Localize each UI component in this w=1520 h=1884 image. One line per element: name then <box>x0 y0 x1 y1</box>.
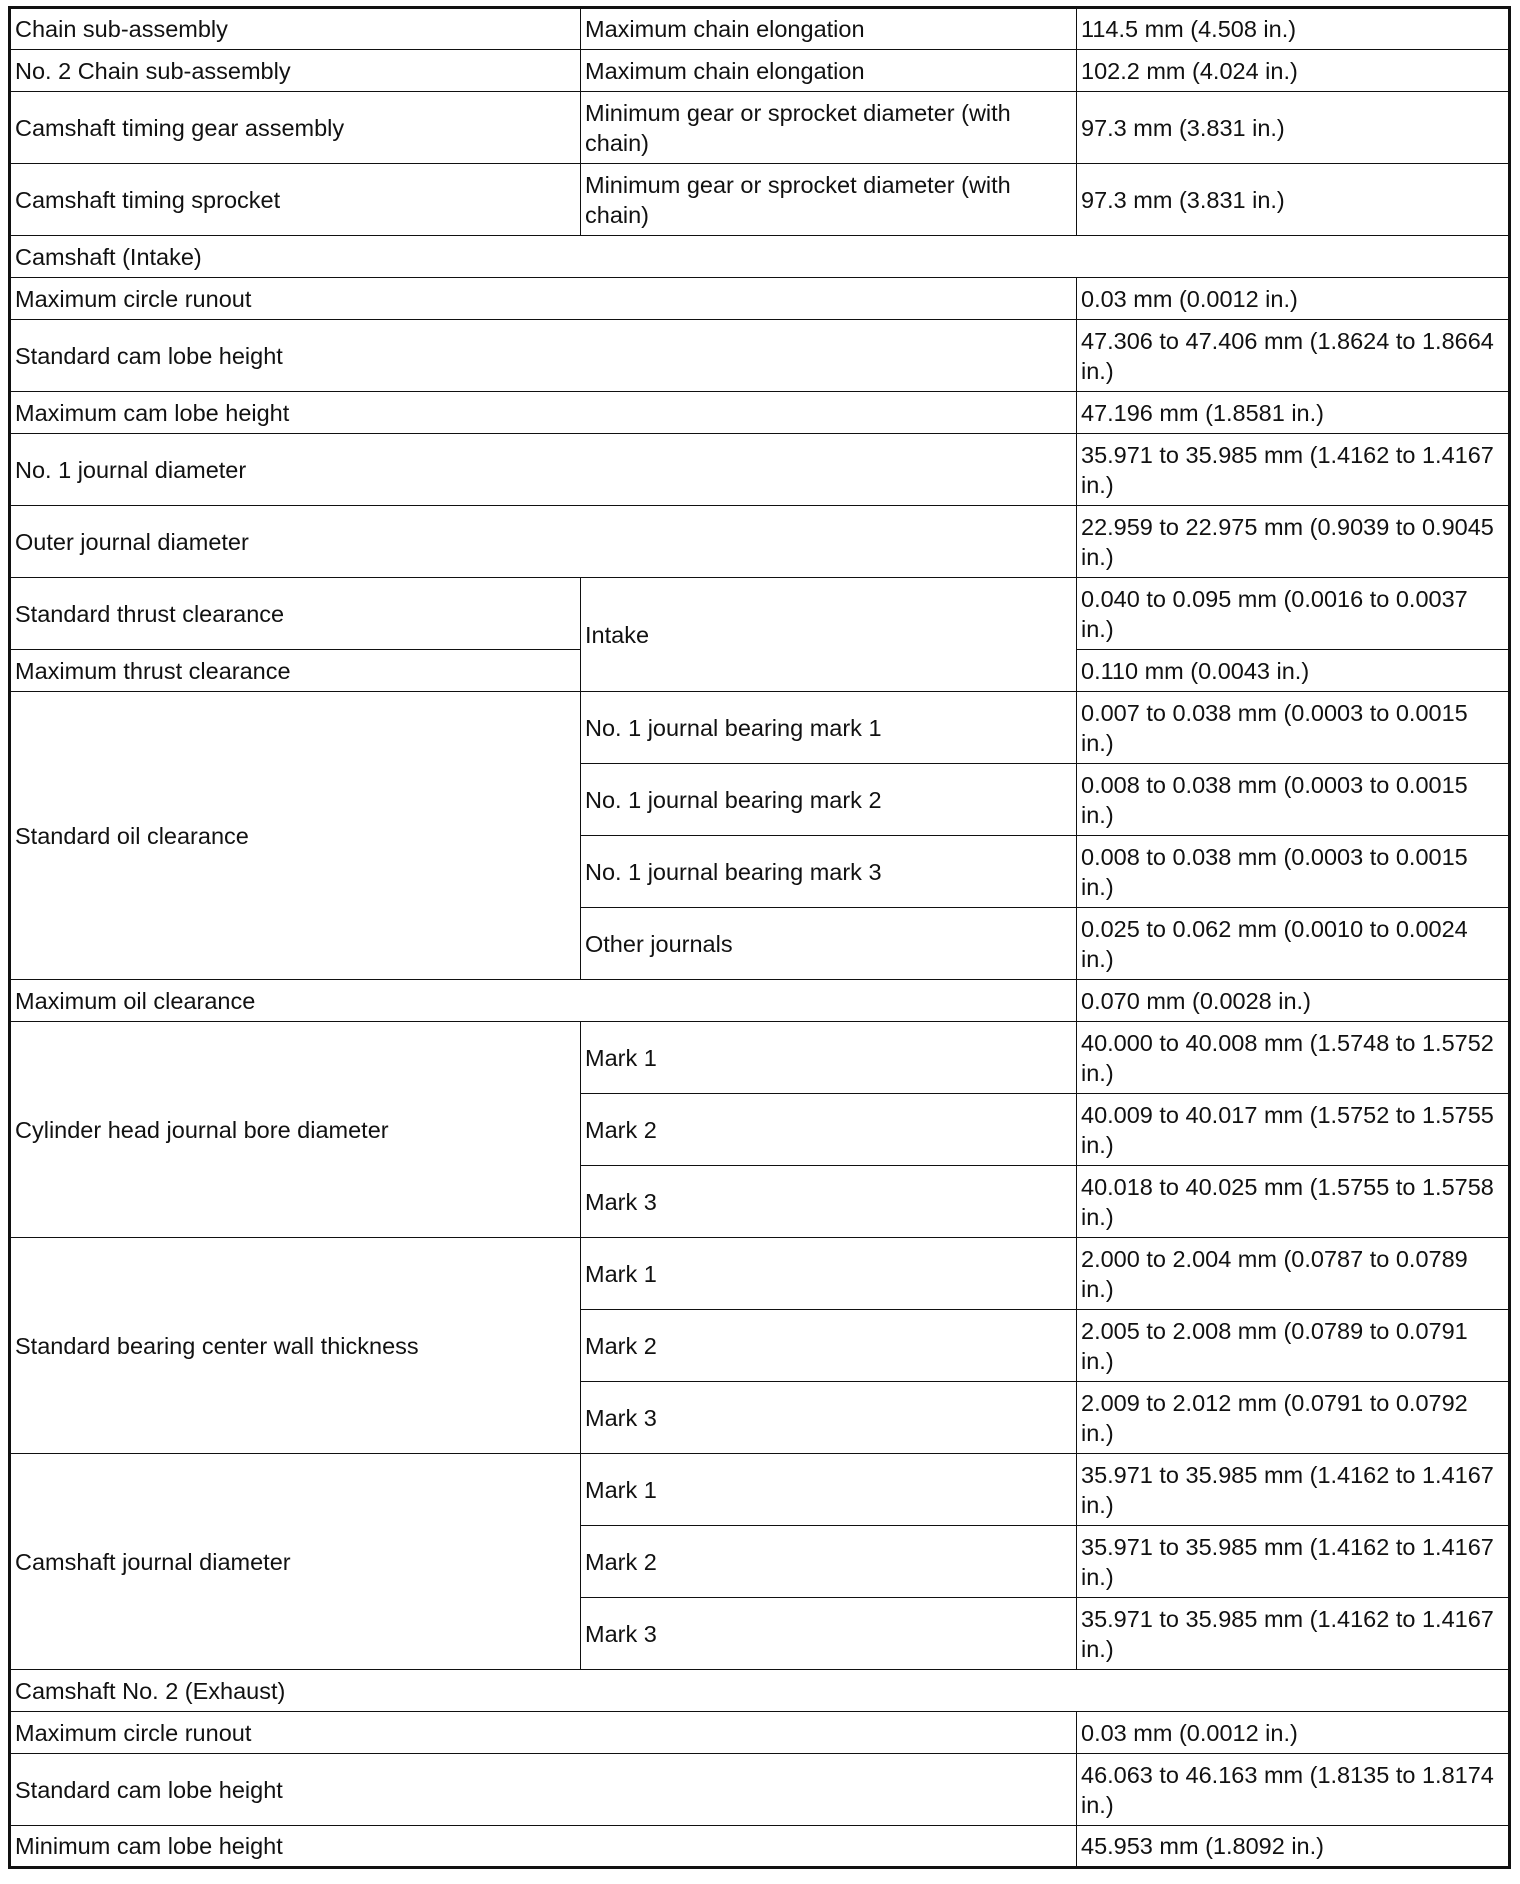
table-row <box>10 434 1510 506</box>
component-cell: Maximum thrust clearance <box>10 650 581 692</box>
value-cell: 0.03 mm (0.0012 in.) <box>1077 1712 1510 1754</box>
value-cell: 2.005 to 2.008 mm (0.0789 to 0.0791 in.) <box>1077 1310 1510 1382</box>
value-cell: 35.971 to 35.985 mm (1.4162 to 1.4167 in.) <box>1077 1454 1510 1526</box>
value-cell: 0.110 mm (0.0043 in.) <box>1077 650 1510 692</box>
section-title: Camshaft No. 2 (Exhaust) <box>10 1670 1510 1712</box>
value-cell: 0.008 to 0.038 mm (0.0003 to 0.0015 in.) <box>1077 764 1510 836</box>
item-cell: Standard cam lobe height <box>10 320 1077 392</box>
value-cell: 40.018 to 40.025 mm (1.5755 to 1.5758 in.) <box>1077 1166 1510 1238</box>
item-cell: Mark 1 <box>581 1022 1077 1094</box>
item-cell: Mark 3 <box>581 1598 1077 1670</box>
value-cell: 2.009 to 2.012 mm (0.0791 to 0.0792 in.) <box>1077 1382 1510 1454</box>
table-row <box>10 164 1510 236</box>
section-title: Camshaft (Intake) <box>10 236 1510 278</box>
value-cell: 2.000 to 2.004 mm (0.0787 to 0.0789 in.) <box>1077 1238 1510 1310</box>
item-cell: Maximum chain elongation <box>581 8 1077 50</box>
value-cell: 114.5 mm (4.508 in.) <box>1077 8 1510 50</box>
item-cell: Mark 2 <box>581 1526 1077 1598</box>
item-cell: Mark 2 <box>581 1310 1077 1382</box>
table-row <box>10 1022 1510 1094</box>
component-cell: Cylinder head journal bore diameter <box>10 1022 581 1238</box>
value-cell: 46.063 to 46.163 mm (1.8135 to 1.8174 in.) <box>1077 1754 1510 1826</box>
table-row <box>10 92 1510 164</box>
value-cell: 47.196 mm (1.8581 in.) <box>1077 392 1510 434</box>
section-header-row <box>10 236 1510 278</box>
value-cell: 0.008 to 0.038 mm (0.0003 to 0.0015 in.) <box>1077 836 1510 908</box>
item-cell: No. 1 journal bearing mark 1 <box>581 692 1077 764</box>
value-cell: 45.953 mm (1.8092 in.) <box>1077 1826 1510 1868</box>
value-cell: 40.000 to 40.008 mm (1.5748 to 1.5752 in.) <box>1077 1022 1510 1094</box>
table-row <box>10 1454 1510 1526</box>
item-cell: Standard cam lobe height <box>10 1754 1077 1826</box>
component-cell: Camshaft timing gear assembly <box>10 92 581 164</box>
item-cell: No. 1 journal bearing mark 3 <box>581 836 1077 908</box>
table-row <box>10 1238 1510 1310</box>
item-cell: Maximum chain elongation <box>581 50 1077 92</box>
value-cell: 35.971 to 35.985 mm (1.4162 to 1.4167 in.) <box>1077 1526 1510 1598</box>
table-row <box>10 506 1510 578</box>
item-cell: Intake <box>581 578 1077 692</box>
value-cell: 35.971 to 35.985 mm (1.4162 to 1.4167 in.) <box>1077 1598 1510 1670</box>
item-cell: Mark 1 <box>581 1454 1077 1526</box>
component-cell: Chain sub-assembly <box>10 8 581 50</box>
item-cell: No. 1 journal bearing mark 2 <box>581 764 1077 836</box>
table-row <box>10 1826 1510 1868</box>
value-cell: 22.959 to 22.975 mm (0.9039 to 0.9045 in.) <box>1077 506 1510 578</box>
item-cell: Maximum circle runout <box>10 1712 1077 1754</box>
specification-table <box>8 6 1511 1869</box>
table-row <box>10 8 1510 50</box>
value-cell: 0.025 to 0.062 mm (0.0010 to 0.0024 in.) <box>1077 908 1510 980</box>
table-row <box>10 50 1510 92</box>
component-cell: Camshaft timing sprocket <box>10 164 581 236</box>
item-cell: Maximum cam lobe height <box>10 392 1077 434</box>
item-cell: Maximum oil clearance <box>10 980 1077 1022</box>
item-cell: No. 1 journal diameter <box>10 434 1077 506</box>
table-row <box>10 392 1510 434</box>
item-cell: Mark 2 <box>581 1094 1077 1166</box>
value-cell: 97.3 mm (3.831 in.) <box>1077 92 1510 164</box>
item-cell: Mark 3 <box>581 1166 1077 1238</box>
component-cell: Standard bearing center wall thickness <box>10 1238 581 1454</box>
table-row <box>10 1712 1510 1754</box>
item-cell: Outer journal diameter <box>10 506 1077 578</box>
table-row <box>10 980 1510 1022</box>
item-cell: Maximum circle runout <box>10 278 1077 320</box>
item-cell: Minimum gear or sprocket diameter (with chain) <box>581 164 1077 236</box>
value-cell: 97.3 mm (3.831 in.) <box>1077 164 1510 236</box>
item-cell: Minimum cam lobe height <box>10 1826 1077 1868</box>
item-cell: Minimum gear or sprocket diameter (with chain) <box>581 92 1077 164</box>
item-cell: Mark 1 <box>581 1238 1077 1310</box>
value-cell: 0.007 to 0.038 mm (0.0003 to 0.0015 in.) <box>1077 692 1510 764</box>
section-header-row <box>10 1670 1510 1712</box>
item-cell: Other journals <box>581 908 1077 980</box>
item-cell: Mark 3 <box>581 1382 1077 1454</box>
table-row <box>10 578 1510 650</box>
table-row <box>10 692 1510 764</box>
value-cell: 102.2 mm (4.024 in.) <box>1077 50 1510 92</box>
table-row <box>10 320 1510 392</box>
value-cell: 0.040 to 0.095 mm (0.0016 to 0.0037 in.) <box>1077 578 1510 650</box>
table-row <box>10 278 1510 320</box>
component-cell: Standard thrust clearance <box>10 578 581 650</box>
component-cell: Camshaft journal diameter <box>10 1454 581 1670</box>
value-cell: 0.070 mm (0.0028 in.) <box>1077 980 1510 1022</box>
value-cell: 40.009 to 40.017 mm (1.5752 to 1.5755 in.) <box>1077 1094 1510 1166</box>
value-cell: 35.971 to 35.985 mm (1.4162 to 1.4167 in.) <box>1077 434 1510 506</box>
table-row <box>10 1754 1510 1826</box>
component-cell: No. 2 Chain sub-assembly <box>10 50 581 92</box>
value-cell: 47.306 to 47.406 mm (1.8624 to 1.8664 in.) <box>1077 320 1510 392</box>
value-cell: 0.03 mm (0.0012 in.) <box>1077 278 1510 320</box>
component-cell: Standard oil clearance <box>10 692 581 980</box>
